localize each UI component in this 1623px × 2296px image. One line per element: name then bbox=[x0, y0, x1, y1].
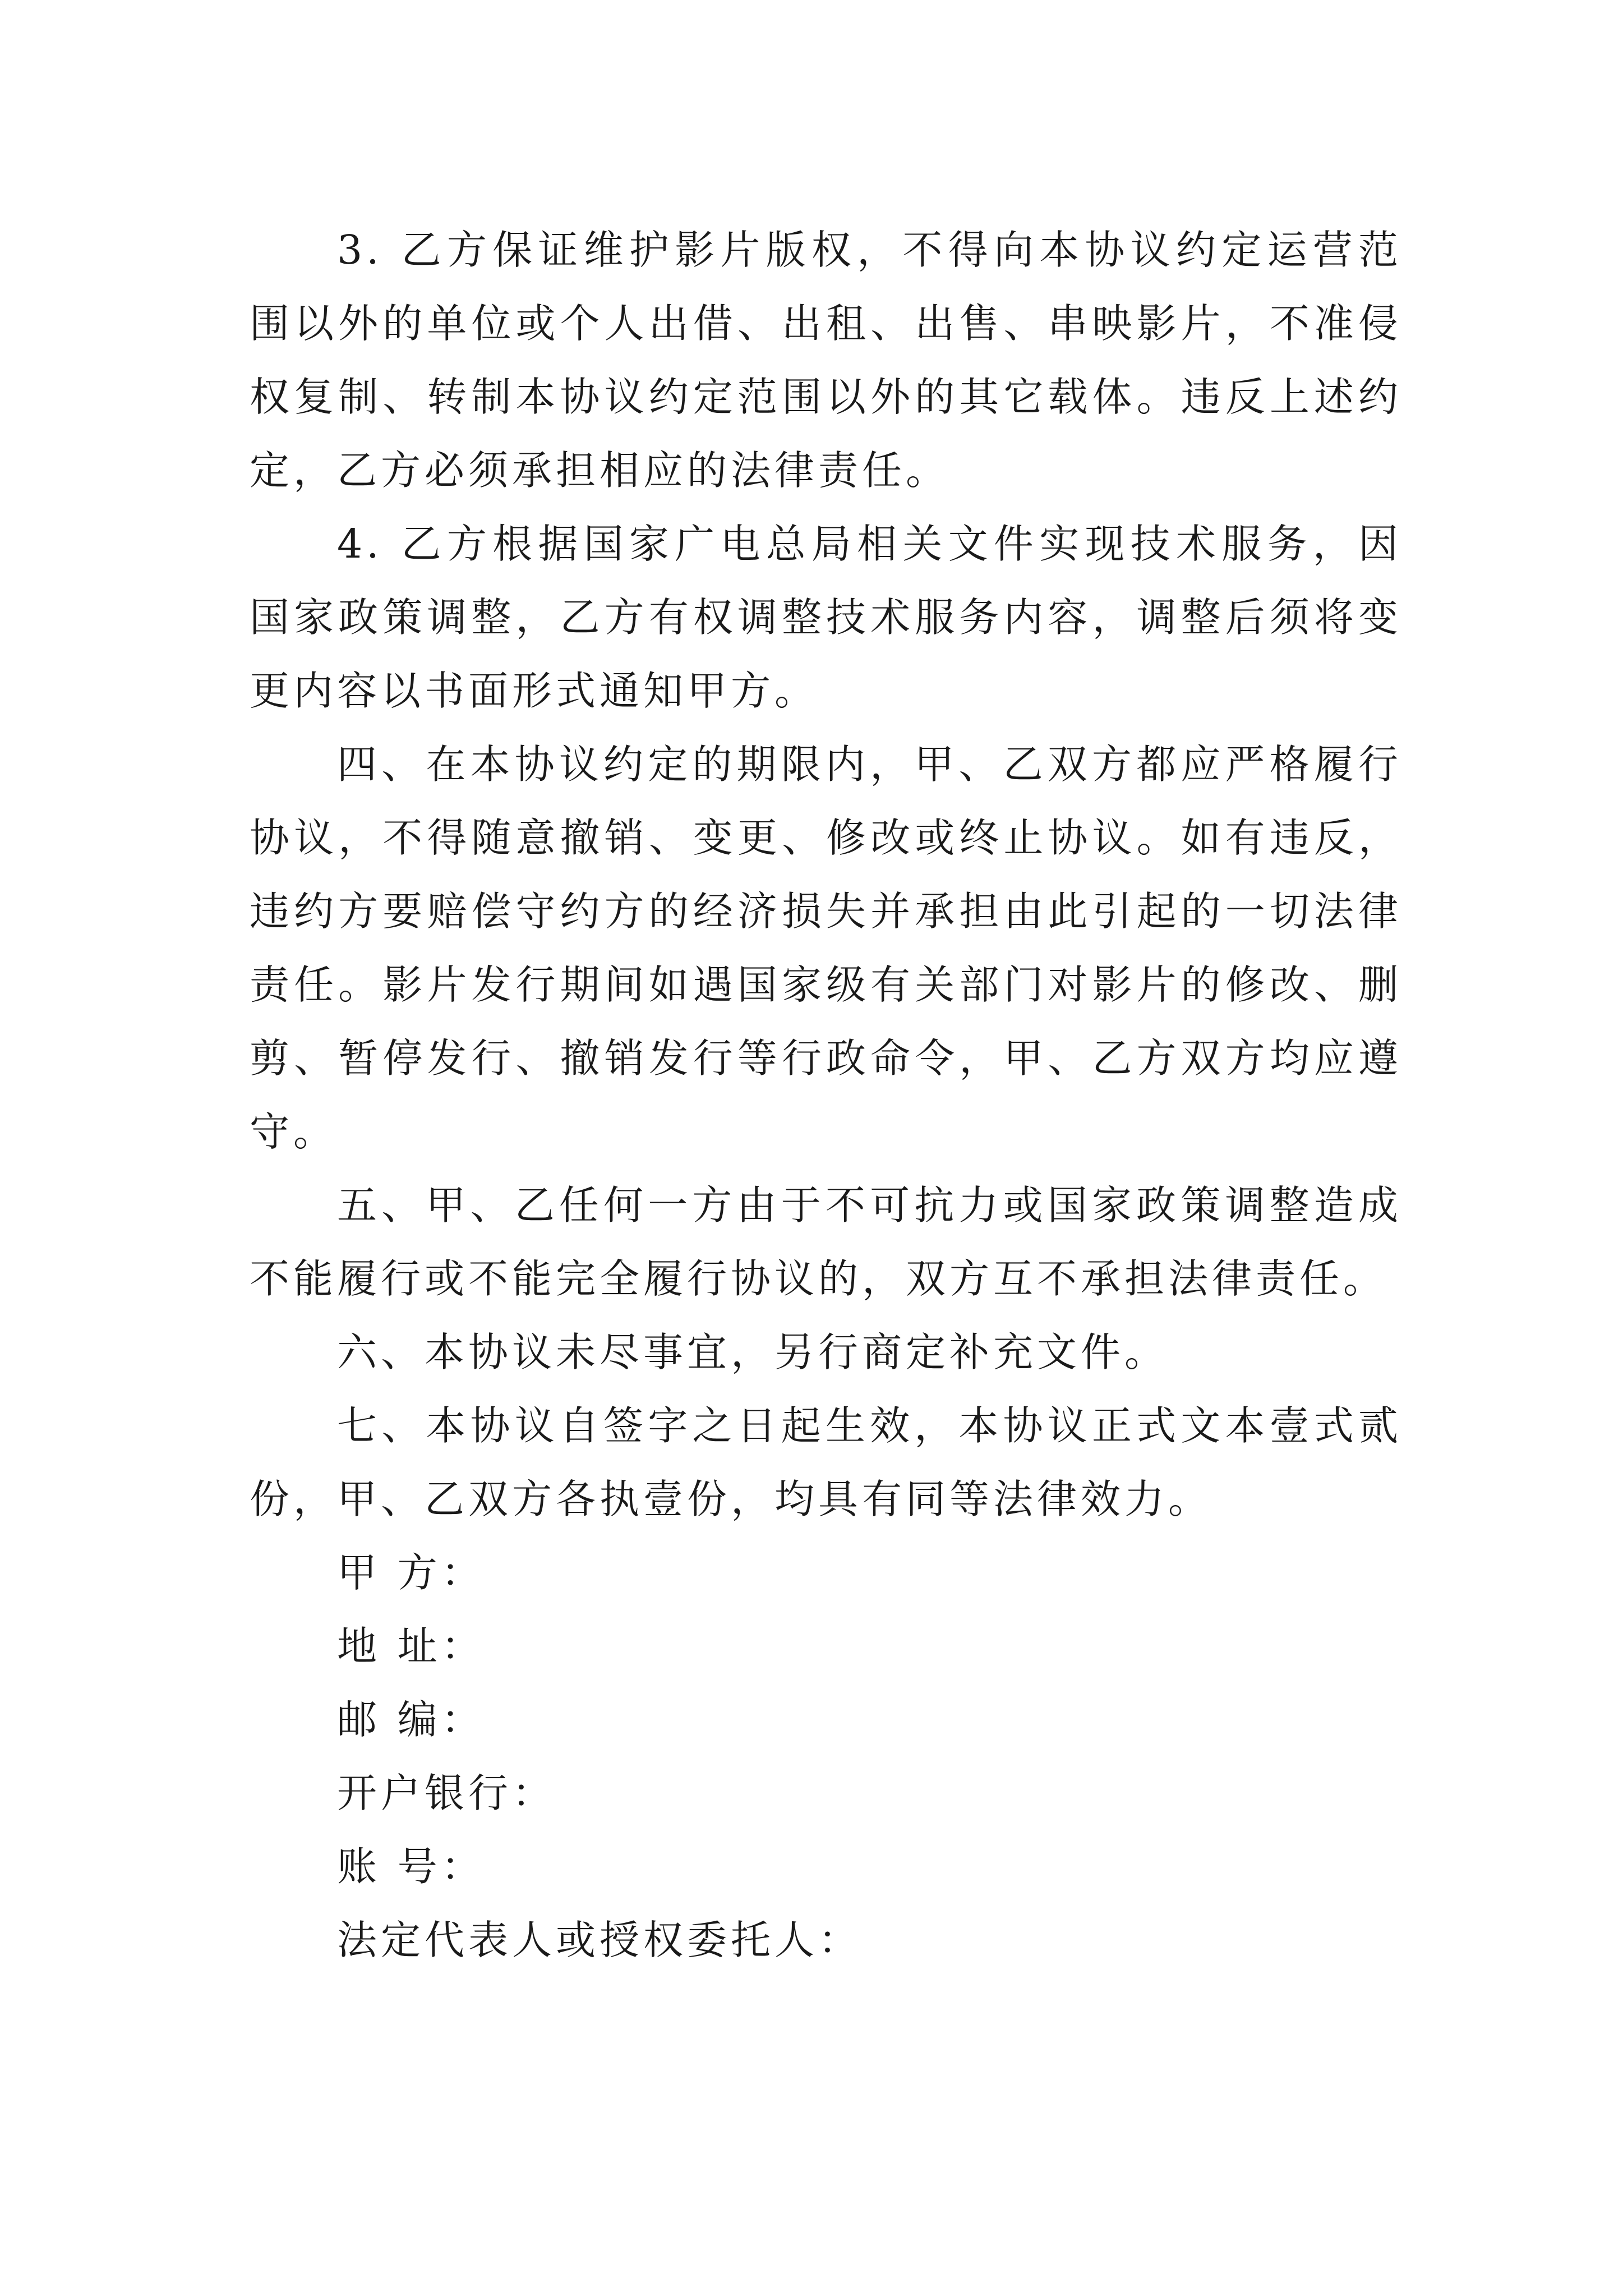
representative-field: 法定代表人或授权委托人： bbox=[337, 1917, 863, 1963]
postcode-field: 邮 编： bbox=[337, 1696, 485, 1743]
section-7-effectiveness: 七、本协议自签字之日起生效，本协议正式文本壹式贰份，甲、乙双方各执壹份，均具有同等法律效力。 bbox=[250, 1402, 1402, 1522]
section-5-force-majeure: 五、甲、乙任何一方由于不可抗力或国家政策调整造成不能履行或不能完全履行协议的，双方互不承担法律责任。 bbox=[250, 1182, 1402, 1302]
address-field: 地 址： bbox=[337, 1623, 485, 1669]
agreement-body bbox=[250, 213, 1402, 1977]
clause-3-copyright: 3. 乙方保证维护影片版权，不得向本协议约定运营范围以外的单位或个人出借、出租、出售、串映影片，不准侵权复制、转制本协议约定范围以外的其它载体。违反上述约定，乙方必须承担相应的法律责任。 bbox=[250, 227, 1402, 494]
section-4-performance: 四、在本协议约定的期限内，甲、乙双方都应严格履行协议，不得随意撤销、变更、修改或终止协议。如有违反，违约方要赔偿守约方的经济损失并承担由此引起的一切法律责任。影片发行期间如遇国家级有关部门对影片的修改、删剪、暂停发行、撤销发行等行政命令，甲、乙方双方均应遵守。 bbox=[250, 741, 1402, 1155]
section-6-supplements: 六、本协议未尽事宜，另行商定补充文件。 bbox=[337, 1329, 1169, 1375]
account-field: 账 号： bbox=[337, 1843, 485, 1890]
bank-field: 开户银行： bbox=[337, 1770, 556, 1816]
party-a-field: 甲 方： bbox=[337, 1549, 485, 1596]
clause-4-technical-service: 4. 乙方根据国家广电总局相关文件实现技术服务，因国家政策调整，乙方有权调整技术服务内容，调整后须将变更内容以书面形式通知甲方。 bbox=[250, 521, 1402, 714]
